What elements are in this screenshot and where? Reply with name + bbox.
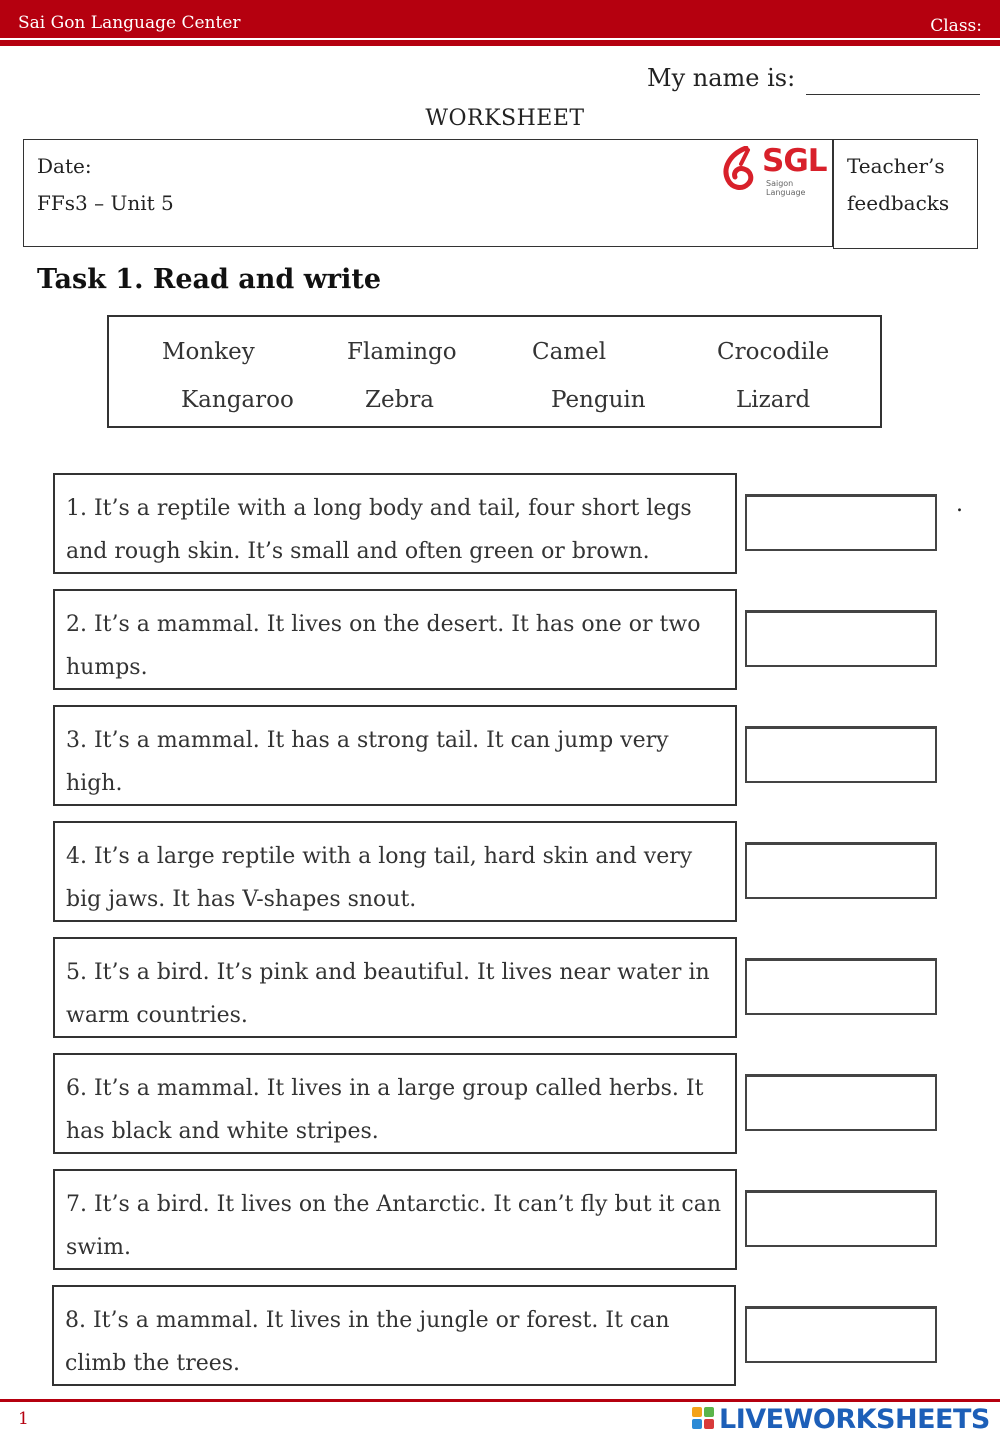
- word-bank-item: Penguin: [551, 387, 646, 413]
- logo-subtext: Saigon Language: [766, 179, 806, 197]
- word-bank-item: Zebra: [365, 387, 435, 413]
- liveworksheets-icon: [692, 1407, 716, 1431]
- unit-label: FFs3 – Unit 5: [37, 191, 174, 215]
- question-text: 3. It’s a mammal. It has a strong tail. It can jump very high.: [66, 728, 669, 796]
- name-field[interactable]: [806, 94, 980, 95]
- name-label: My name is:: [647, 64, 796, 92]
- task-title: Task 1. Read and write: [37, 264, 382, 295]
- answer-input[interactable]: [745, 842, 937, 899]
- word-bank-item: Lizard: [736, 387, 811, 413]
- answer-input[interactable]: [745, 726, 937, 783]
- date-label: Date:: [37, 154, 92, 178]
- sgl-logo: [720, 142, 832, 197]
- word-bank-item: Camel: [532, 339, 607, 365]
- question-text: 4. It’s a large reptile with a long tail, hard skin and very big jaws. It has V-shapes snout.: [66, 844, 693, 912]
- question-box: [53, 589, 737, 690]
- question-text: 1. It’s a reptile with a long body and tail, four short legs and rough skin. It’s small and often green or brown.: [66, 496, 692, 564]
- question-text: 5. It’s a bird. It’s pink and beautiful. It lives near water in warm countries.: [66, 960, 710, 1028]
- worksheet-title: WORKSHEET: [425, 106, 585, 131]
- word-bank-item: Kangaroo: [181, 387, 294, 413]
- question-text: 2. It’s a mammal. It lives on the desert. It has one or two humps.: [66, 612, 701, 680]
- question-box: [53, 1053, 737, 1154]
- question-box: [53, 473, 737, 574]
- header-divider: [0, 40, 1000, 46]
- question-text: 6. It’s a mammal. It lives in a large group called herbs. It has black and white stripes.: [66, 1076, 704, 1144]
- question-box: [53, 705, 737, 806]
- word-bank-item: Crocodile: [717, 339, 830, 365]
- footer-divider: [0, 1399, 1000, 1402]
- question-text: 8. It’s a mammal. It lives in the jungle or forest. It can climb the trees.: [65, 1308, 670, 1376]
- page-number: 1: [18, 1409, 29, 1429]
- logo-text: SGL: [762, 143, 827, 179]
- answer-input[interactable]: [745, 958, 937, 1015]
- question-box: [53, 821, 737, 922]
- question-box: [52, 1285, 736, 1386]
- question-box: [53, 937, 737, 1038]
- brand-text: LIVEWORKSHEETS: [719, 1404, 990, 1435]
- word-bank-item: Flamingo: [347, 339, 457, 365]
- answer-input[interactable]: [745, 1190, 937, 1247]
- question-box: [53, 1169, 737, 1270]
- answer-input[interactable]: [745, 1074, 937, 1131]
- class-label: Class:: [930, 16, 982, 36]
- word-bank-item: Monkey: [162, 339, 255, 365]
- answer-input[interactable]: [745, 494, 937, 551]
- header-bar: [0, 0, 1000, 38]
- feedback-label-2: feedbacks: [847, 191, 950, 215]
- answer-input[interactable]: [745, 610, 937, 667]
- sgl-swirl-icon: [720, 146, 760, 192]
- feedback-label: Teacher’s: [847, 154, 945, 178]
- stray-dot: .: [956, 492, 963, 517]
- question-text: 7. It’s a bird. It lives on the Antarctic. It can’t fly but it can swim.: [66, 1192, 722, 1260]
- answer-input[interactable]: [745, 1306, 937, 1363]
- center-name: Sai Gon Language Center: [18, 13, 241, 33]
